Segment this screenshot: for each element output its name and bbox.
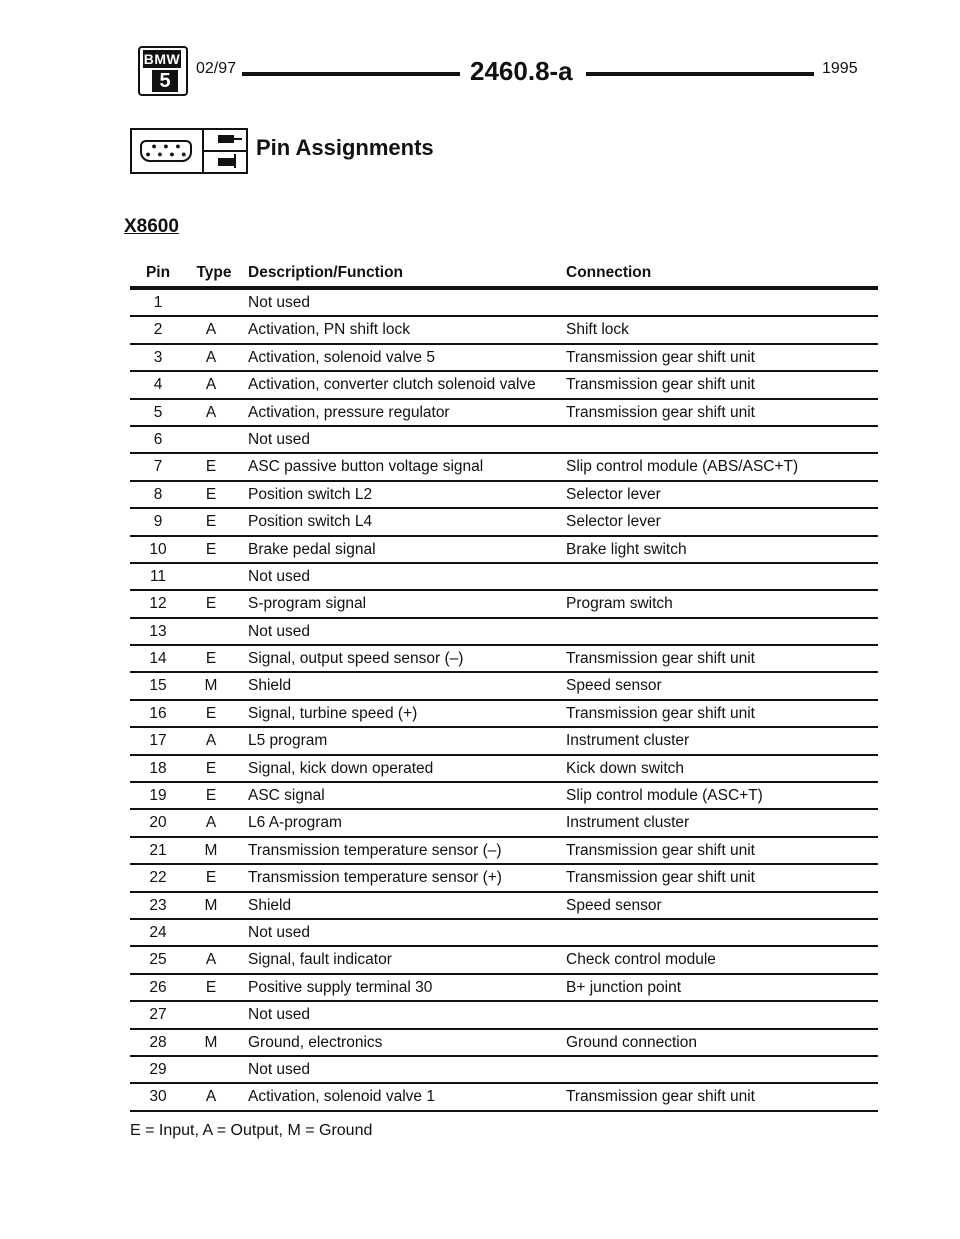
pin-cell: 7 — [153, 458, 163, 476]
table-row — [130, 920, 878, 947]
pin-cell: 22 — [149, 869, 167, 887]
description-cell: ASC signal — [248, 787, 325, 805]
connection-cell: Transmission gear shift unit — [566, 650, 755, 668]
description-cell: Position switch L4 — [248, 513, 373, 531]
connector-plug-icon — [130, 128, 248, 174]
table-row — [130, 673, 878, 700]
type-cell: M — [204, 677, 218, 695]
pin-cell: 13 — [149, 622, 167, 640]
description-cell: Not used — [248, 923, 311, 941]
description-cell: Signal, output speed sensor (–) — [248, 650, 464, 668]
connection-cell: Ground connection — [566, 1033, 697, 1051]
pin-cell: 4 — [153, 376, 163, 394]
connection-cell: Transmission gear shift unit — [566, 704, 755, 722]
connection-cell: Shift lock — [566, 321, 629, 339]
pin-assignment-table — [130, 262, 878, 1112]
connection-cell: Transmission gear shift unit — [566, 841, 755, 859]
pin-cell: 26 — [149, 978, 167, 996]
table-row — [130, 454, 878, 481]
pin-cell: 20 — [149, 814, 167, 832]
table-row — [130, 783, 878, 810]
pin-cell: 25 — [149, 951, 167, 969]
description-cell: Activation, solenoid valve 1 — [248, 1088, 435, 1106]
description-cell: Signal, kick down operated — [248, 759, 434, 777]
connection-cell: Transmission gear shift unit — [566, 348, 755, 366]
description-cell: Positive supply terminal 30 — [248, 978, 433, 996]
section-title: Pin Assignments — [256, 135, 434, 160]
description-cell: Activation, converter clutch solenoid valve — [248, 376, 536, 394]
pin-cell: 1 — [153, 294, 163, 311]
pin-cell: 17 — [149, 732, 167, 750]
pin-cell: 2 — [153, 321, 163, 339]
table-row — [130, 893, 878, 920]
header-rule-left — [242, 72, 460, 76]
connection-cell: Transmission gear shift unit — [566, 869, 755, 887]
description-cell: L6 A-program — [248, 814, 342, 832]
description-cell: Brake pedal signal — [248, 540, 376, 558]
pin-cell: 10 — [149, 540, 167, 558]
pin-cell: 8 — [153, 485, 163, 503]
table-header — [130, 262, 878, 290]
logo-series: 5 — [152, 70, 178, 92]
type-cell: E — [205, 759, 217, 777]
connection-cell: Kick down switch — [566, 759, 685, 777]
description-cell: Signal, fault indicator — [248, 951, 392, 969]
connection-cell: Instrument cluster — [566, 732, 690, 750]
type-cell: E — [205, 513, 217, 531]
pin-cell: 16 — [149, 704, 167, 722]
table-row — [130, 427, 878, 454]
type-cell: A — [205, 732, 217, 750]
description-cell: ASC passive button voltage signal — [248, 458, 484, 476]
connection-cell: Program switch — [566, 595, 673, 613]
type-cell: E — [205, 650, 217, 668]
description-cell: Activation, PN shift lock — [248, 321, 410, 339]
description-cell: Not used — [248, 622, 311, 640]
table-row — [130, 372, 878, 399]
pin-cell: 30 — [149, 1088, 167, 1106]
description-cell: Shield — [248, 677, 292, 695]
table-body — [130, 290, 878, 1112]
table-row — [130, 1030, 878, 1057]
connector-id: X8600 — [124, 216, 179, 237]
type-legend: E = Input, A = Output, M = Ground — [130, 1122, 373, 1139]
connection-cell: B+ junction point — [566, 978, 682, 996]
pin-cell: 11 — [149, 567, 167, 585]
table-row — [130, 975, 878, 1002]
table-row — [130, 1057, 878, 1084]
male-pin-icon — [218, 135, 234, 143]
pin-cell: 15 — [149, 677, 167, 695]
header-year: 1995 — [822, 60, 858, 77]
pin-cell: 21 — [149, 841, 167, 859]
connection-cell: Slip control module (ASC+T) — [566, 787, 763, 805]
male-pin-tip-icon — [234, 138, 242, 140]
icon-divider-horizontal — [204, 150, 248, 152]
type-cell: E — [205, 595, 217, 613]
header-description: Description/Function — [248, 264, 403, 281]
table-row — [130, 646, 878, 673]
description-cell: Not used — [248, 1006, 311, 1024]
description-cell: Not used — [248, 430, 311, 448]
type-cell: A — [205, 348, 217, 366]
type-cell: E — [205, 704, 217, 722]
pin-cell: 9 — [153, 513, 163, 531]
type-cell: A — [205, 321, 217, 339]
table-row — [130, 1002, 878, 1029]
type-cell: E — [205, 978, 217, 996]
connection-cell: Check control module — [566, 951, 716, 969]
type-cell: M — [204, 841, 218, 859]
connection-cell: Speed sensor — [566, 677, 662, 695]
table-row — [130, 838, 878, 865]
pin-cell: 24 — [149, 923, 167, 941]
type-cell: M — [204, 1033, 218, 1051]
type-cell: A — [205, 376, 217, 394]
connection-cell: Selector lever — [566, 513, 661, 531]
description-cell: Signal, turbine speed (+) — [248, 704, 418, 722]
type-cell: E — [205, 869, 217, 887]
type-cell: E — [205, 787, 217, 805]
table-row — [130, 400, 878, 427]
table-row — [130, 509, 878, 536]
description-cell: L5 program — [248, 732, 328, 750]
plug-pins-icon: ● ● ● ● ● ● ● — [145, 141, 189, 159]
pin-cell: 18 — [149, 759, 167, 777]
type-cell: E — [205, 485, 217, 503]
description-cell: Shield — [248, 896, 292, 914]
description-cell: Transmission temperature sensor (–) — [248, 841, 502, 859]
description-cell: Activation, pressure regulator — [248, 403, 450, 421]
pin-cell: 19 — [149, 787, 167, 805]
bmw-5-series-logo — [138, 46, 188, 96]
type-cell: M — [204, 896, 218, 914]
description-cell: S-program signal — [248, 595, 367, 613]
connection-cell: Transmission gear shift unit — [566, 376, 755, 394]
type-cell: A — [205, 951, 217, 969]
header-type: Type — [196, 264, 232, 281]
table-row — [130, 317, 878, 344]
connection-cell: Brake light switch — [566, 540, 687, 558]
page-header — [138, 46, 880, 98]
table-row — [130, 728, 878, 755]
header-date: 02/97 — [196, 60, 237, 77]
description-cell: Not used — [248, 294, 311, 311]
description-cell: Not used — [248, 1060, 311, 1078]
pin-cell: 27 — [149, 1006, 167, 1024]
header-connection: Connection — [566, 264, 652, 281]
pin-cell: 14 — [149, 650, 167, 668]
table-row — [130, 756, 878, 783]
table-row — [130, 290, 878, 317]
table-row — [130, 537, 878, 564]
type-cell: E — [205, 458, 217, 476]
type-cell: A — [205, 1088, 217, 1106]
logo-brand: BMW — [143, 51, 181, 67]
header-pin: Pin — [145, 264, 171, 281]
description-cell: Position switch L2 — [248, 485, 373, 503]
table-row — [130, 810, 878, 837]
pin-cell: 23 — [149, 896, 167, 914]
connection-cell: Transmission gear shift unit — [566, 403, 755, 421]
connection-cell: Instrument cluster — [566, 814, 690, 832]
pin-cell: 12 — [149, 595, 167, 613]
table-row — [130, 619, 878, 646]
pin-cell: 5 — [153, 403, 163, 421]
type-cell: E — [205, 540, 217, 558]
description-cell: Activation, solenoid valve 5 — [248, 348, 435, 366]
description-cell: Not used — [248, 567, 311, 585]
description-cell: Ground, electronics — [248, 1033, 383, 1051]
description-cell: Transmission temperature sensor (+) — [248, 869, 502, 887]
table-row — [130, 1084, 878, 1111]
table-row — [130, 701, 878, 728]
type-cell: A — [205, 814, 217, 832]
connection-cell: Transmission gear shift unit — [566, 1088, 755, 1106]
connection-cell: Speed sensor — [566, 896, 662, 914]
document-code: 2460.8-a — [470, 56, 573, 86]
pin-cell: 3 — [153, 348, 163, 366]
table-row — [130, 947, 878, 974]
female-pin-tip-icon — [234, 154, 236, 168]
female-pin-icon — [218, 158, 234, 166]
pin-cell: 6 — [153, 430, 163, 448]
table-row — [130, 345, 878, 372]
type-cell: A — [205, 403, 217, 421]
pin-cell: 29 — [149, 1060, 167, 1078]
table-row — [130, 482, 878, 509]
table-row — [130, 564, 878, 591]
connection-cell: Selector lever — [566, 485, 661, 503]
pin-cell: 28 — [149, 1033, 167, 1051]
table-row — [130, 591, 878, 618]
connection-cell: Slip control module (ABS/ASC+T) — [566, 458, 799, 476]
table-row — [130, 865, 878, 892]
header-rule-right — [586, 72, 814, 76]
